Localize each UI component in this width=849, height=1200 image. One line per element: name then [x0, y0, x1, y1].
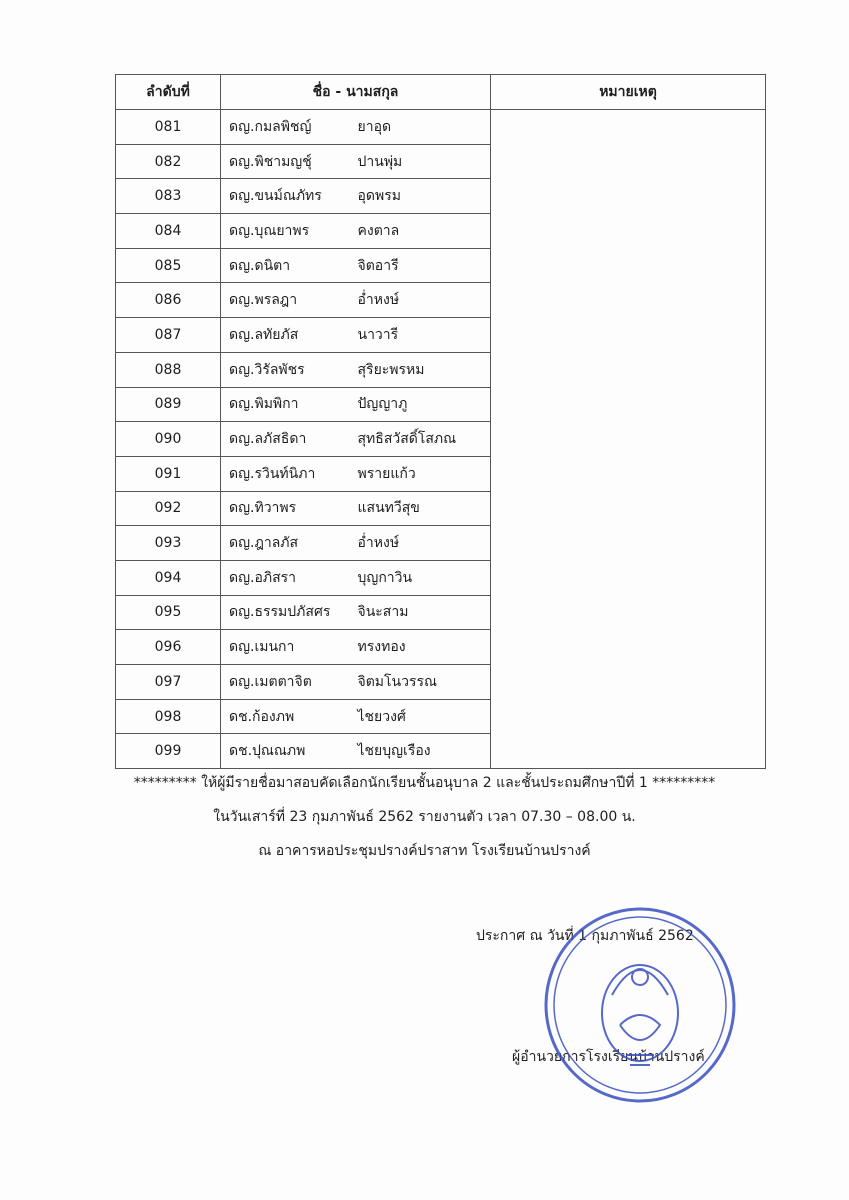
school-seal-stamp: [540, 905, 740, 1105]
first-name: ดญ.พิชามญชุ์: [221, 144, 354, 179]
row-number: 097: [116, 665, 221, 700]
row-number: 088: [116, 352, 221, 387]
row-number: 093: [116, 526, 221, 561]
student-roster-table: [115, 74, 766, 769]
header-no: ลำดับที่: [116, 75, 221, 110]
first-name: ดญ.เมนกา: [221, 630, 354, 665]
first-name: ดญ.ฎาลภัส: [221, 526, 354, 561]
row-number: 084: [116, 214, 221, 249]
last-name: แสนทวีสุข: [354, 491, 491, 526]
first-name: ดญ.กมลพิชญ์: [221, 110, 354, 145]
first-name: ดญ.ขนม์ณภัทร: [221, 179, 354, 214]
row-number: 091: [116, 456, 221, 491]
last-name: จิตมโนวรรณ: [354, 665, 491, 700]
row-number: 099: [116, 734, 221, 769]
first-name: ดญ.ลทัยภัส: [221, 318, 354, 353]
last-name: ไชยบุญเรือง: [354, 734, 491, 769]
last-name: สุทธิสวัสดิ์โสภณ: [354, 422, 491, 457]
last-name: ทรงทอง: [354, 630, 491, 665]
note-cell: [491, 110, 766, 769]
row-number: 096: [116, 630, 221, 665]
row-number: 090: [116, 422, 221, 457]
notice-line-2: ในวันเสาร์ที่ 23 กุมภาพันธ์ 2562 รายงานตัว เวลา 07.30 – 08.00 น.: [213, 809, 636, 825]
last-name: ปัญญาภู: [354, 387, 491, 422]
row-number: 094: [116, 560, 221, 595]
last-name: อ่ำหงษ์: [354, 283, 491, 318]
row-number: 083: [116, 179, 221, 214]
table-header-row: [116, 75, 766, 110]
first-name: ดญ.วิรัลพัชร: [221, 352, 354, 387]
last-name: สุริยะพรหม: [354, 352, 491, 387]
last-name: ยาอุด: [354, 110, 491, 145]
announcement-date: ประกาศ ณ วันที่ 1 กุมภาพันธ์ 2562: [476, 928, 694, 944]
row-number: 098: [116, 699, 221, 734]
row-number: 082: [116, 144, 221, 179]
row-number: 085: [116, 248, 221, 283]
row-number: 087: [116, 318, 221, 353]
header-name: ชื่อ - นามสกุล: [221, 75, 491, 110]
first-name: ดญ.บุณยาพร: [221, 214, 354, 249]
last-name: คงตาล: [354, 214, 491, 249]
last-name: ปานพุ่ม: [354, 144, 491, 179]
last-name: อุดพรม: [354, 179, 491, 214]
first-name: ดญ.พิมพิกา: [221, 387, 354, 422]
signer-position: ผู้อำนวยการโรงเรียนบ้านปรางค์: [512, 1049, 705, 1065]
first-name: ดช.ก้องภพ: [221, 699, 354, 734]
first-name: ดช.ปุณณภพ: [221, 734, 354, 769]
row-number: 086: [116, 283, 221, 318]
first-name: ดญ.รวินท์นิภา: [221, 456, 354, 491]
first-name: ดญ.อภิสรา: [221, 560, 354, 595]
header-note: หมายเหตุ: [491, 75, 766, 110]
first-name: ดญ.ลภัสธิดา: [221, 422, 354, 457]
row-number: 092: [116, 491, 221, 526]
first-name: ดญ.ทิวาพร: [221, 491, 354, 526]
row-number: 081: [116, 110, 221, 145]
notice-line-1: ********* ให้ผู้มีรายชื่อมาสอบคัดเลือกนักเรียนชั้นอนุบาล 2 และชั้นประถมศึกษาปีที่ 1 *********: [133, 775, 716, 791]
last-name: ไชยวงศ์: [354, 699, 491, 734]
last-name: บุญกาวิน: [354, 560, 491, 595]
last-name: พรายแก้ว: [354, 456, 491, 491]
last-name: จินะสาม: [354, 595, 491, 630]
notice-line-3: ณ อาคารหอประชุมปรางค์ปราสาท โรงเรียนบ้านปรางค์: [258, 843, 591, 859]
last-name: จิตอารี: [354, 248, 491, 283]
first-name: ดญ.ธรรมปภัสศร: [221, 595, 354, 630]
row-number: 089: [116, 387, 221, 422]
row-number: 095: [116, 595, 221, 630]
last-name: นาวารี: [354, 318, 491, 353]
table-row: [116, 110, 766, 145]
first-name: ดญ.เมตตาจิต: [221, 665, 354, 700]
first-name: ดญ.พรลฎา: [221, 283, 354, 318]
first-name: ดญ.ดนิตา: [221, 248, 354, 283]
table-body: [116, 110, 766, 769]
last-name: อ่ำหงษ์: [354, 526, 491, 561]
